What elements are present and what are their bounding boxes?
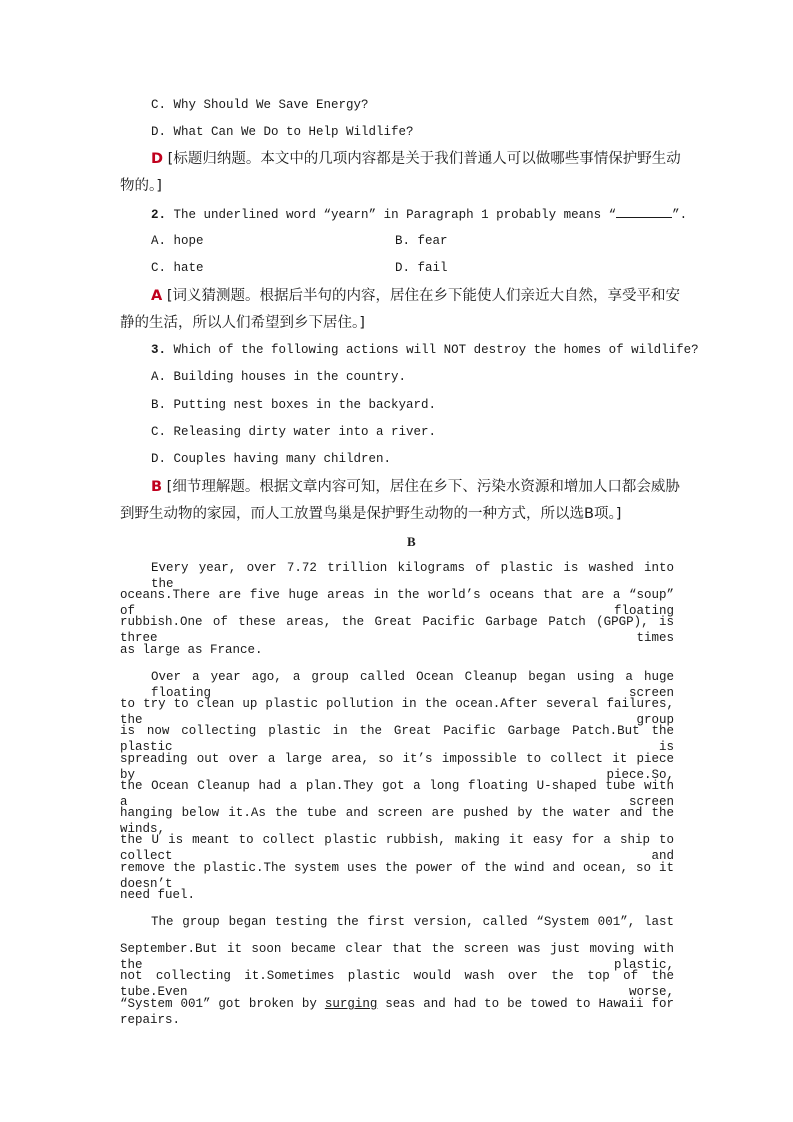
q3-answer-letter: B xyxy=(151,479,163,495)
q2-option-c: C. hate xyxy=(151,261,204,275)
p2-line-5: the Ocean Cleanup had a plan.They got a long floating U-shaped tube with a screen xyxy=(120,779,674,809)
q3-option-b: B. Putting nest boxes in the backyard. xyxy=(151,398,437,412)
p3-line-4 xyxy=(120,996,674,1028)
q1-option-d: D. What Can We Do to Help Wildlife? xyxy=(151,125,414,139)
q3-option-c: C. Releasing dirty water into a river. xyxy=(151,425,437,439)
q2-stem xyxy=(151,206,687,223)
q1-explanation-line2: 物的。] xyxy=(120,178,162,194)
q2-explanation-text: [词义猜测题。根据后半句的内容，居住在乡下能使人们亲近大自然，享受平和安 xyxy=(166,288,680,304)
q3-explanation-line1 xyxy=(151,477,680,497)
q1-answer-letter: D xyxy=(151,151,164,167)
p2-line-3: is now collecting plastic in the Great Pacific Garbage Patch.But the plastic is xyxy=(120,724,674,754)
q2-blank xyxy=(616,206,672,218)
q1-explanation-text: [标题归纳题。本文中的几项内容都是关于我们普通人可以做哪些事情保护野生动 xyxy=(167,151,681,167)
q2-option-a: A. hope xyxy=(151,234,204,248)
q2-stem-text: The underlined word “yearn” in Paragraph 1 probably means “ xyxy=(173,208,617,222)
p2-line-1: Over a year ago, a group called Ocean Cleanup began using a huge floating screen xyxy=(151,670,674,700)
p3-line-4-start: “System 001” got broken by xyxy=(120,997,325,1011)
q2-number: 2. xyxy=(151,208,167,222)
p1-line-2: oceans.There are five huge areas in the world’s oceans that are a “soup” of floating xyxy=(120,588,674,618)
q3-number: 3. xyxy=(151,343,167,357)
q2-option-d: D. fail xyxy=(395,261,448,275)
q1-option-c: C. Why Should We Save Energy? xyxy=(151,98,369,112)
q3-option-a: A. Building houses in the country. xyxy=(151,370,407,384)
q3-stem xyxy=(151,342,699,358)
q1-explanation-line1 xyxy=(151,149,681,169)
p1-line-1: Every year, over 7.72 trillion kilograms of plastic is washed into the xyxy=(151,561,674,591)
q2-explanation-line1 xyxy=(151,286,680,306)
p3-line-3: not collecting it.Sometimes plastic would wash over the top of the tube.Even worse, xyxy=(120,969,674,999)
p3-line-1: The group began testing the first version, called “System 001”, last xyxy=(151,915,674,929)
q3-explanation-line2: 到野生动物的家园，而人工放置鸟巢是保护野生动物的一种方式，所以选B项。] xyxy=(120,506,622,522)
q2-stem-end: ”. xyxy=(672,208,688,222)
p2-line-7: the U is meant to collect plastic rubbish, making it easy for a ship to collect and xyxy=(120,833,674,863)
q3-option-d: D. Couples having many children. xyxy=(151,452,392,466)
underlined-word-surging: surging xyxy=(324,997,378,1011)
p3-line-2: September.But it soon became clear that the screen was just moving with the plastic, xyxy=(120,942,674,972)
p2-line-2: to try to clean up plastic pollution in the ocean.After several failures, the group xyxy=(120,697,674,727)
p2-line-6: hanging below it.As the tube and screen are pushed by the water and the winds, xyxy=(120,806,674,836)
q3-stem-text: Which of the following actions will NOT destroy the homes of wildlife? xyxy=(173,343,699,357)
q2-answer-letter: A xyxy=(151,288,163,304)
p1-line-4: as large as France. xyxy=(120,643,263,657)
p2-line-4: spreading out over a large area, so it’s impossible to collect it piece by piece.So, xyxy=(120,752,674,782)
q3-explanation-text: [细节理解题。根据文章内容可知，居住在乡下、污染水资源和增加人口都会威胁 xyxy=(166,479,680,495)
q2-option-b: B. fear xyxy=(395,234,448,248)
p2-line-9: need fuel. xyxy=(120,888,196,902)
q2-explanation-line2: 静的生活，所以人们希望到乡下居住。] xyxy=(120,315,365,331)
p3-line-4-end: seas and had to be towed to Hawaii for repairs. xyxy=(120,997,674,1027)
section-b-heading: B xyxy=(407,534,416,549)
p2-line-8: remove the plastic.The system uses the power of the wind and ocean, so it doesn’t xyxy=(120,861,674,891)
p1-line-3: rubbish.One of these areas, the Great Pacific Garbage Patch (GPGP), is three times xyxy=(120,615,674,645)
